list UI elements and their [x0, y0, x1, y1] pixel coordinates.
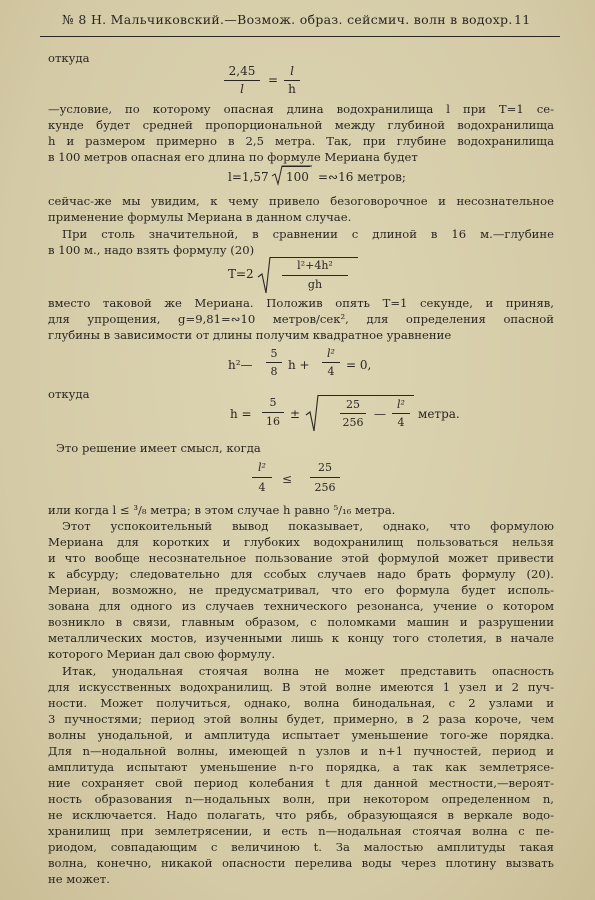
text-line: ности. Может получиться, однако, волна бинодальная, с 2 узлами и: [48, 696, 554, 710]
denominator: gh: [307, 278, 323, 291]
text-line: откуда: [48, 51, 90, 65]
numerator: l²: [327, 347, 335, 360]
relation-sign: ≤: [282, 472, 293, 486]
text-line: в 100 м., надо взять формулу (20): [48, 243, 255, 257]
minus-sign: —: [374, 407, 386, 421]
text-line: риодом, совпадающим с величиною t. За малостью амплитуды такая: [48, 840, 554, 854]
fraction-bar: [392, 413, 410, 414]
text-line: При столь значительной, в сравнении с длиной в 16 м.—глубине: [62, 227, 554, 241]
formula-term: h +: [288, 358, 310, 372]
fraction-bar: [284, 80, 300, 81]
denominator: h: [288, 82, 296, 96]
numerator: 25: [346, 398, 360, 411]
text-line: Мериан, возможно, не предусматривал, что его формула будет исполь-: [48, 583, 554, 597]
denominator: 4: [258, 481, 266, 494]
text-line: откуда: [48, 387, 90, 401]
numerator: 2,45: [228, 64, 256, 78]
radical-sign: [272, 164, 284, 186]
fraction-bar: [310, 477, 340, 478]
text-line: ность образования n—нодальных волн, при некотором определенном n,: [48, 792, 554, 806]
formula-lhs: l=1,57: [228, 170, 269, 184]
fraction-bar: [340, 413, 366, 414]
denominator: 256: [314, 481, 336, 494]
text-line: применение формулы Мериана в данном случае.: [48, 210, 352, 224]
text-line: Мериана для коротких и глубоких водохранилищ пользоваться нельзя: [48, 535, 554, 549]
text-line: хранилищ при землетрясении, и есть n—нодальная стоячая волна с пе-: [48, 824, 554, 838]
text-line: Для n—нодальной волны, имеющей n узлов и n+1 пучностей, период и: [48, 744, 554, 758]
radical-bar: [270, 257, 358, 258]
radical-sign: [258, 255, 272, 295]
denominator: l: [240, 82, 244, 96]
page-number: 11: [514, 12, 531, 27]
numerator: 5: [269, 396, 277, 409]
text-line: для упрощения, g=9,81=∾10 метров/сек², для определения опасной: [48, 312, 554, 326]
text-line: не исключается. Надо полагать, что рябь, образующаяся в веркале водо-: [48, 808, 554, 822]
text-line: кунде будет средней пропорциональной между глубиной водохранилища: [48, 118, 554, 132]
formula-lhs: T=2: [228, 267, 254, 281]
text-line: ние сохраняет свой период колебания t для данной местности,—вероят-: [48, 776, 554, 790]
text-line: к абсурду; следовательно для ссобых случаев надо брать формулу (20).: [48, 567, 554, 581]
fraction-bar: [266, 362, 282, 363]
formula-term: h²—: [228, 358, 253, 372]
text-line: не может.: [48, 872, 110, 886]
denominator: 4: [397, 416, 405, 429]
formula-term: = 0,: [346, 358, 372, 372]
text-line: волны унодальной, и амплитуда испытает уменьшение того-же порядка.: [48, 728, 554, 742]
header-title: Н. Мальчиковский.—Возмож. образ. сейсмич. волн в водохр.: [90, 12, 513, 27]
numerator: l²: [258, 461, 266, 474]
text-line: Этот успокоительный вывод показывает, однако, что формулою: [62, 519, 554, 533]
formula-lhs: h =: [230, 407, 252, 421]
text-line: —условие, по которому опасная длина водохранилища l при Т=1 се-: [48, 102, 554, 116]
text-line: волна, конечно, никакой опасности перелива воды через плотину вызвать: [48, 856, 554, 870]
numerator: l: [290, 64, 294, 78]
radical-sign: [306, 393, 320, 433]
fraction-bar: [262, 412, 284, 413]
fraction-bar: [252, 477, 272, 478]
text-line: для искусственных водохранилищ. В этой волне имеются 1 узел и 2 пуч-: [48, 680, 554, 694]
numerator: l²: [397, 398, 405, 411]
header-rule: [40, 36, 560, 37]
text-line: в 100 метров опасная его длина по формуле Мериана будет: [48, 150, 418, 164]
equals-sign: =: [268, 73, 279, 87]
text-line: которого Мериан дал свою формулу.: [48, 647, 276, 661]
text-line: амплитуда испытают уменьшение n-го порядка, а так как землетрясе-: [48, 760, 554, 774]
text-line: Это решение имеет смысл, когда: [56, 441, 261, 455]
fraction-bar: [224, 80, 260, 81]
unit-label: метра.: [418, 407, 460, 421]
numerator: 5: [270, 347, 278, 360]
text-line: 3 пучностями; период этой волны будет, примерно, в 2 раза короче, чем: [48, 712, 554, 726]
numerator: l²+4h²: [297, 259, 333, 272]
text-line: вместо таковой же Мериана. Положив опять Т=1 секунде, и приняв,: [48, 296, 554, 310]
text-line: зована для одного из случаев технического резонанса, учение о котором: [48, 599, 554, 613]
denominator: 8: [270, 365, 278, 378]
issue-number: № 8: [62, 12, 87, 27]
text-line: возникло в связи, главным образом, с поломками машин и разрушении: [48, 615, 554, 629]
text-line: или когда l ≤ ³/₈ метра; в этом случае h равно ⁵/₁₆ метра.: [48, 503, 396, 517]
fraction-bar: [322, 362, 340, 363]
radical-bar: [318, 395, 414, 396]
denominator: 4: [327, 365, 335, 378]
text-line: и что вообще несознательное пользование этой формулой может привести: [48, 551, 554, 565]
denominator: 256: [342, 416, 364, 429]
formula-rhs: =∾16 метров;: [318, 170, 406, 184]
denominator: 16: [266, 415, 280, 428]
text-line: сейчас-же мы увидим, к чему привело безоговорочное и несознательное: [48, 194, 554, 208]
text-line: металлических мостов, изученными лишь к концу того столетия, в начале: [48, 631, 554, 645]
numerator: 25: [318, 461, 332, 474]
radicand: 100: [286, 170, 309, 184]
plus-minus-sign: ±: [290, 407, 301, 421]
text-line: глубины в зависимости от длины получим квадратное уравнение: [48, 328, 452, 342]
radical-bar: [282, 166, 310, 167]
fraction-bar: [282, 275, 348, 276]
running-header: [62, 12, 562, 27]
text-line: Итак, унодальная стоячая волна не может представить опасность: [62, 664, 554, 678]
text-line: h и размером примерно в 2,5 метра. Так, при глубине водохранилища: [48, 134, 554, 148]
